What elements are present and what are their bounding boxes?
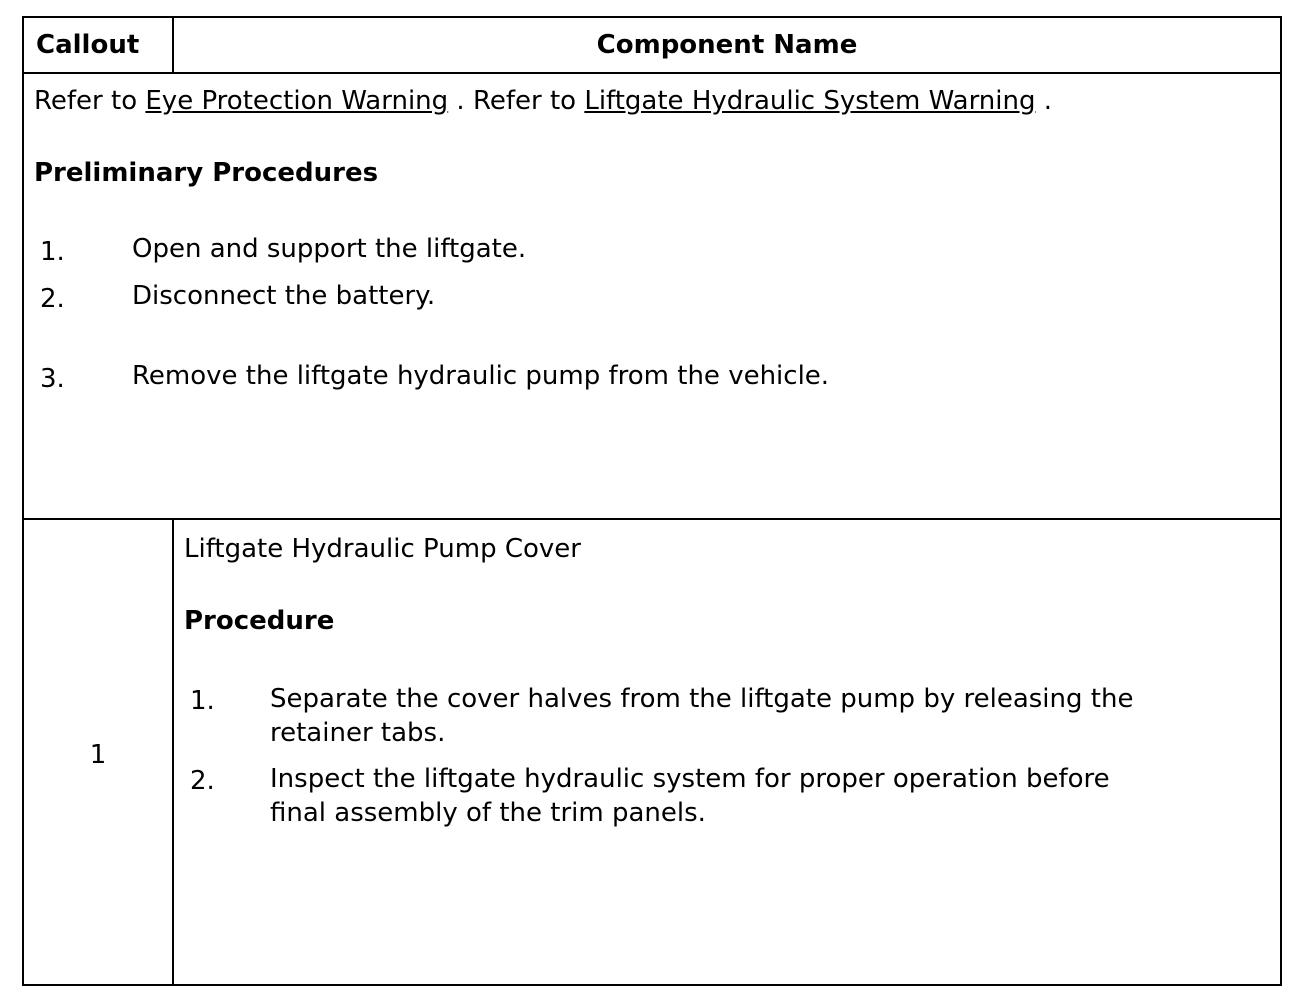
table-row [24,520,1280,984]
prelim-step-text: Disconnect the battery. [132,281,436,311]
procedure-step-text: Separate the cover halves from the liftgate pump by releasing the retainer tabs. [270,684,1134,748]
preliminary-row [24,74,1280,520]
procedure-table [22,16,1282,986]
procedure-step-number: 2. [190,766,215,796]
prelim-step-number: 2. [40,284,65,314]
component-cell [174,520,1280,984]
procedure-step-text: Inspect the liftgate hydraulic system for proper operation before final assembly of the trim panels. [270,764,1110,828]
prelim-step-text: Remove the liftgate hydraulic pump from the vehicle. [132,361,830,391]
refer-prefix-1: Refer to [34,86,138,116]
prelim-step-number: 3. [40,364,65,394]
refer-suffix: . [1043,86,1053,116]
warning-references [34,86,1052,116]
refer-prefix-2: . Refer to [456,86,577,116]
preliminary-heading: Preliminary Procedures [34,158,379,188]
component-name-column-header: Component Name [596,30,858,60]
prelim-step-text: Open and support the liftgate. [132,234,527,264]
prelim-step-number: 1. [40,237,65,267]
table-header-row [24,18,1280,74]
callout-number: 1 [89,740,107,770]
procedure-step-number: 1. [190,686,215,716]
callout-cell [24,520,174,984]
procedure-heading: Procedure [184,606,335,636]
component-name: Liftgate Hydraulic Pump Cover [184,534,581,564]
liftgate-hydraulic-warning-link[interactable]: Liftgate Hydraulic System Warning [584,86,1036,116]
callout-column-header: Callout [24,18,174,72]
eye-protection-warning-link[interactable]: Eye Protection Warning [145,86,449,116]
